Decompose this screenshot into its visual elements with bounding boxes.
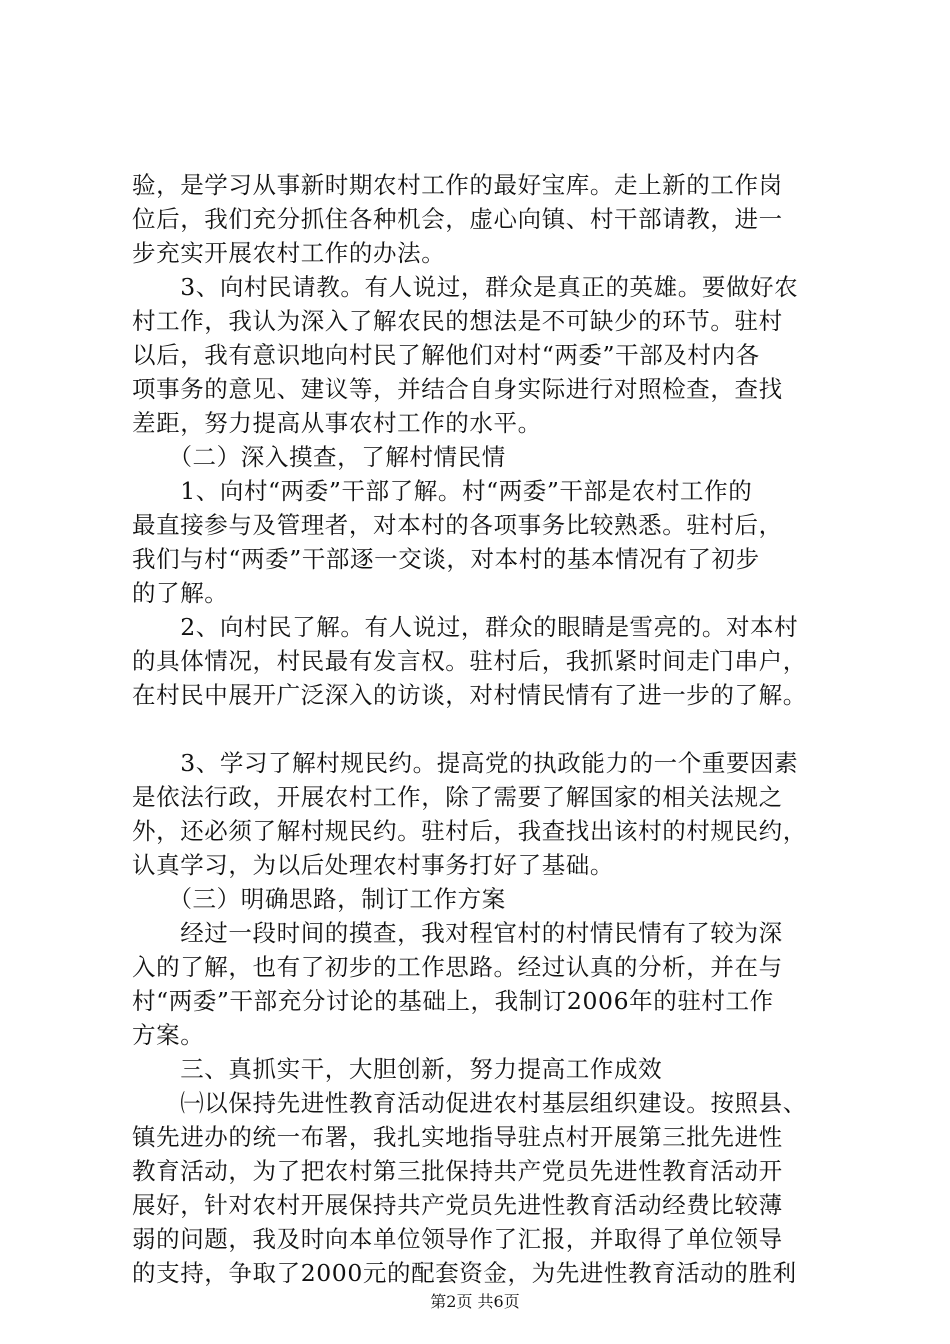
text-line: 经过一段时间的摸查，我对程官村的村情民情有了较为深: [132, 919, 783, 947]
text-line: 步充实开展农村工作的办法。: [132, 239, 446, 267]
text-line: 的了解。: [132, 579, 229, 607]
text-line: 教育活动，为了把农村第三批保持共产党员先进性教育活动开: [132, 1157, 783, 1185]
text-line: 3、向村民请教。有人说过，群众是真正的英雄。要做好农: [132, 273, 799, 301]
text-line: 镇先进办的统一布署，我扎实地指导驻点村开展第三批先进性: [132, 1123, 783, 1151]
text-line: 展好，针对农村开展保持共产党员先进性教育活动经费比较薄: [132, 1191, 783, 1219]
blank-line: [132, 712, 832, 746]
text-line: 1、向村“两委”干部了解。村“两委”干部是农村工作的: [132, 477, 753, 505]
text-line: 的支持，争取了2000元的配套资金，为先进性教育活动的胜利: [132, 1259, 797, 1287]
text-line: 认真学习，为以后处理农村事务打好了基础。: [132, 851, 614, 879]
text-line: 验，是学习从事新时期农村工作的最好宝库。走上新的工作岗: [132, 171, 783, 199]
text-line: 项事务的意见、建议等，并结合自身实际进行对照检查，查找: [132, 375, 783, 403]
section-heading: （三）明确思路，制订工作方案: [132, 885, 506, 913]
text-line: 在村民中展开广泛深入的访谈，对村情民情有了进一步的了解。: [132, 681, 807, 709]
text-line: 村“两委”干部充分讨论的基础上，我制订2006年的驻村工作: [132, 987, 774, 1015]
text-line: ㈠以保持先进性教育活动促进农村基层组织建设。按照县、: [132, 1089, 807, 1117]
section-heading: （二）深入摸查，了解村情民情: [132, 443, 506, 471]
text-line: 最直接参与及管理者，对本村的各项事务比较熟悉。驻村后，: [132, 511, 783, 539]
text-line: 以后，我有意识地向村民了解他们对村“两委”干部及村内各: [132, 341, 760, 369]
text-line: 入的了解，也有了初步的工作思路。经过认真的分析，并在与: [132, 953, 783, 981]
text-line: 差距，努力提高从事农村工作的水平。: [132, 409, 542, 437]
text-line: 位后，我们充分抓住各种机会，虚心向镇、村干部请教，进一: [132, 205, 783, 233]
text-line: 弱的问题，我及时向本单位领导作了汇报，并取得了单位领导: [132, 1225, 783, 1253]
text-line: 2、向村民了解。有人说过，群众的眼睛是雪亮的。对本村: [132, 613, 799, 641]
text-line: 3、学习了解村规民约。提高党的执政能力的一个重要因素: [132, 749, 799, 777]
text-line: 是依法行政，开展农村工作，除了需要了解国家的相关法规之: [132, 783, 783, 811]
body-text: [132, 168, 832, 1290]
page-number-footer: 第2页 共6页: [430, 1292, 520, 1311]
text-line: 方案。: [132, 1021, 205, 1049]
section-heading: 三、真抓实干，大胆创新，努力提高工作成效: [132, 1055, 663, 1083]
text-line: 的具体情况，村民最有发言权。驻村后，我抓紧时间走门串户，: [132, 647, 807, 675]
text-line: 我们与村“两委”干部逐一交谈，对本村的基本情况有了初步: [132, 545, 760, 573]
text-line: 外，还必须了解村规民约。驻村后，我查找出该村的村规民约，: [132, 817, 807, 845]
text-line: 村工作，我认为深入了解农民的想法是不可缺少的环节。驻村: [132, 307, 783, 335]
